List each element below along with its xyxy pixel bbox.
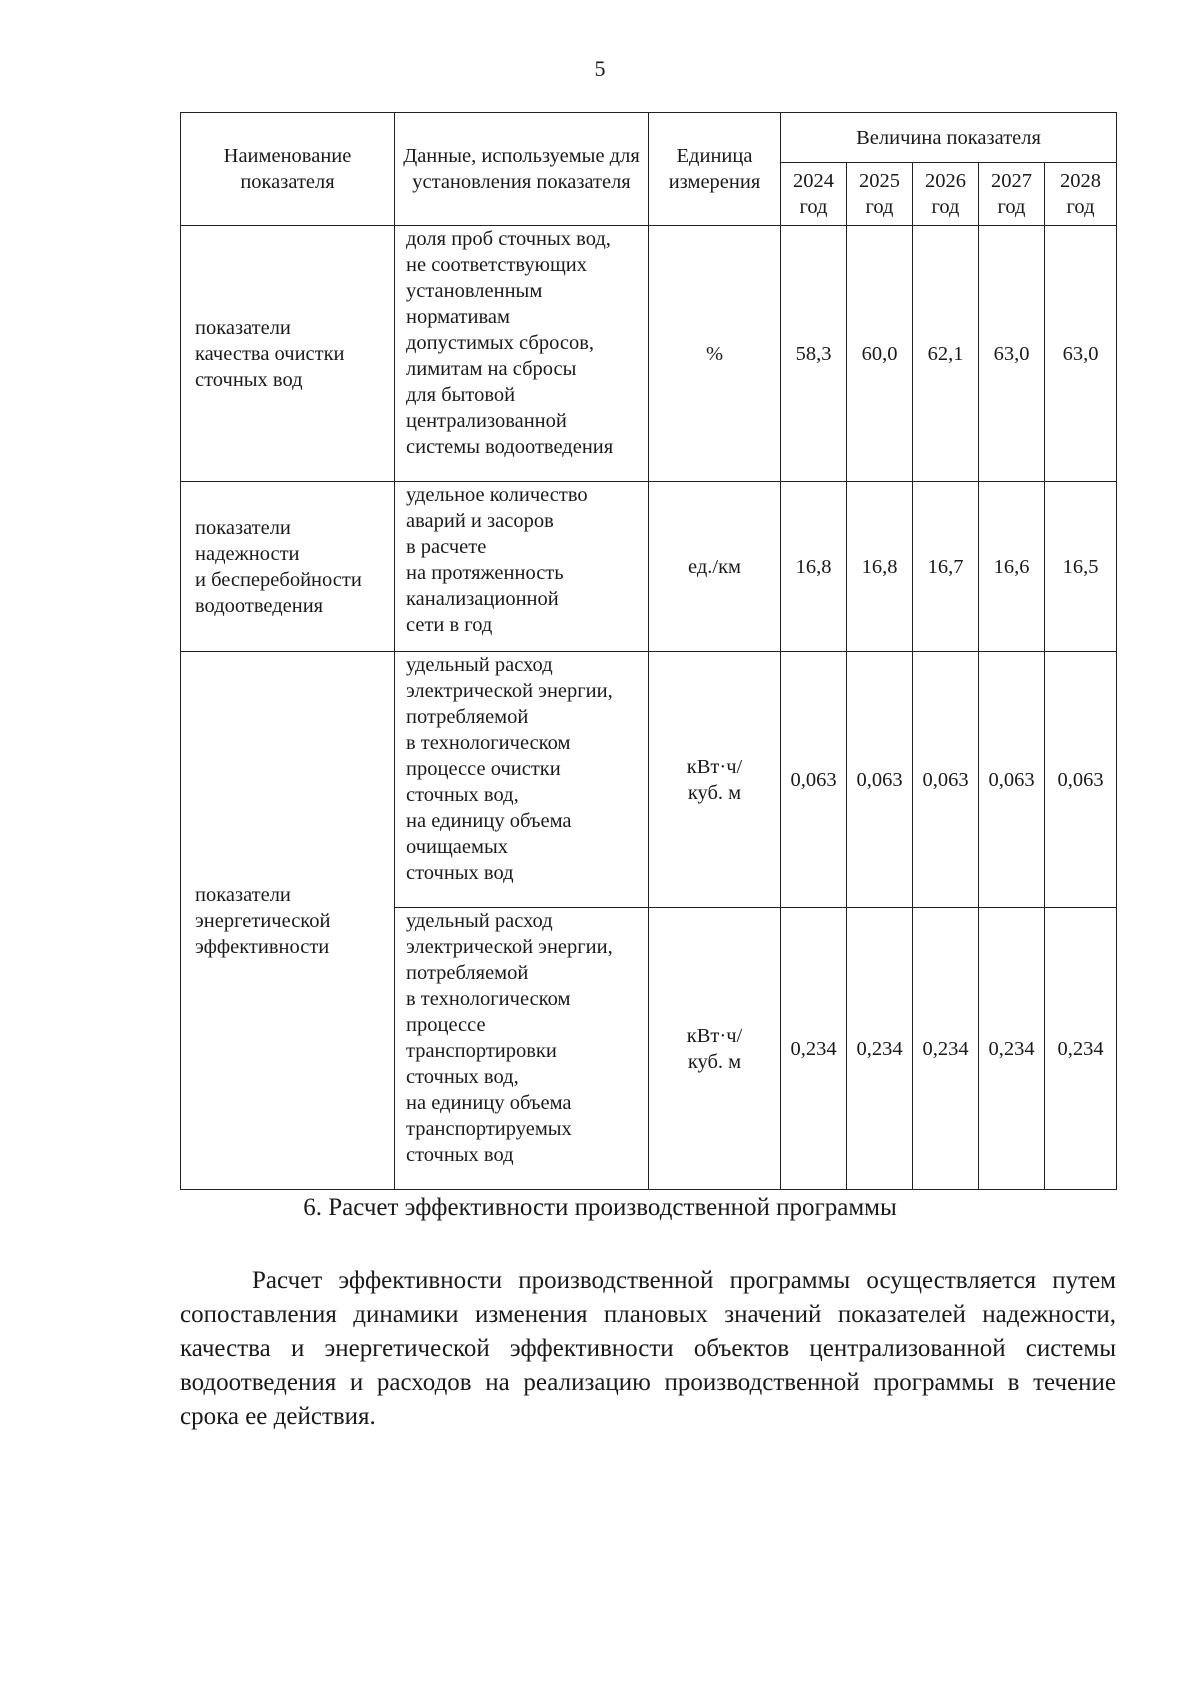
indicator-name-line: показатели	[195, 316, 291, 339]
data-description-line: потребляемой	[406, 962, 529, 984]
value-cell: 58,3	[781, 226, 847, 482]
data-description-line: электрической энергии,	[406, 936, 613, 958]
data-description-line: в технологическом	[406, 732, 571, 754]
header-indicator-name: Наименование показателя	[181, 113, 395, 226]
value-cell: 16,7	[913, 482, 979, 652]
data-description-line: транспортировки	[406, 1040, 557, 1062]
value-cell: 0,234	[781, 908, 847, 1190]
data-description-line: сточных вод,	[406, 784, 519, 806]
table-row	[181, 652, 1117, 908]
year-unit-label: год	[799, 196, 828, 218]
year-unit-label: год	[865, 196, 894, 218]
data-description-line: удельный расход	[406, 654, 553, 676]
year-unit-label: год	[931, 196, 960, 218]
value-cell: 16,5	[1045, 482, 1117, 652]
value-cell: 0,063	[781, 652, 847, 908]
unit-cell	[649, 652, 781, 908]
data-description-line: на единицу объема	[406, 810, 572, 832]
indicator-name-line: водоотведения	[195, 594, 324, 617]
indicator-name-line: качества очистки	[195, 342, 345, 365]
value-cell: 0,063	[847, 652, 913, 908]
header-value-group: Величина показателя	[781, 113, 1117, 163]
header-year	[847, 163, 913, 226]
data-description-line: удельное количество	[406, 484, 588, 506]
data-description-line: аварий и засоров	[406, 510, 554, 532]
data-description-cell	[395, 652, 649, 908]
data-description-line: в расчете	[406, 536, 487, 558]
data-description-line: сточных вод,	[406, 1066, 519, 1088]
indicator-name-line: сточных вод	[195, 368, 303, 391]
header-year	[1045, 163, 1117, 226]
indicator-name-line: энергетической	[195, 909, 331, 932]
unit-line: кВт·ч/	[686, 1024, 743, 1047]
value-cell: 60,0	[847, 226, 913, 482]
data-description-line: очищаемых	[406, 836, 508, 858]
year-unit-label: год	[1066, 196, 1095, 218]
data-description-line: процессе очистки	[406, 758, 561, 780]
year-label: 2026	[925, 170, 966, 192]
table-row	[181, 482, 1117, 652]
data-description-line: централизованной	[406, 410, 567, 432]
data-description-line: системы водоотведения	[406, 436, 614, 458]
indicators-table	[180, 112, 1117, 1190]
data-description-line: сточных вод	[406, 862, 514, 884]
indicator-name-line: надежности	[195, 542, 300, 565]
header-data-used: Данные, используемые для установления показателя	[395, 113, 649, 226]
page-number: 5	[594, 56, 606, 81]
data-description-line: доля проб сточных вод,	[406, 228, 611, 250]
value-cell: 63,0	[1045, 226, 1117, 482]
unit-cell	[649, 482, 781, 652]
value-cell: 0,063	[979, 652, 1045, 908]
data-description-line: потребляемой	[406, 706, 529, 728]
data-description-line: не соответствующих	[406, 254, 587, 276]
data-description-line: удельный расход	[406, 910, 553, 932]
indicator-name-line: эффективности	[195, 935, 330, 958]
value-cell: 0,234	[1045, 908, 1117, 1190]
unit-line: куб. м	[687, 781, 742, 804]
table-row	[181, 226, 1117, 482]
value-cell: 62,1	[913, 226, 979, 482]
year-label: 2024	[793, 170, 834, 192]
indicator-name-line: и бесперебойности	[195, 568, 362, 591]
year-label: 2028	[1060, 170, 1102, 192]
indicator-name-line: показатели	[195, 516, 291, 539]
section-title: 6. Расчет эффективности производственной программы	[303, 1194, 897, 1221]
value-cell: 0,234	[979, 908, 1045, 1190]
value-cell: 16,6	[979, 482, 1045, 652]
data-description-line: сети в год	[406, 614, 493, 636]
unit-line: куб. м	[687, 1050, 742, 1073]
data-description-line: транспортируемых	[406, 1118, 572, 1140]
data-description-line: канализационной	[406, 588, 559, 610]
body-paragraph	[180, 1264, 1116, 1434]
unit-cell	[649, 908, 781, 1190]
data-description-line: на единицу объема	[406, 1092, 572, 1114]
indicator-name-cell	[181, 652, 395, 1190]
data-description-line: сточных вод	[406, 1144, 514, 1166]
data-description-line: процессе	[406, 1014, 486, 1036]
header-year	[913, 163, 979, 226]
data-description-cell	[395, 482, 649, 652]
data-description-line: на протяженность	[406, 562, 564, 584]
data-description-cell	[395, 226, 649, 482]
unit-line: кВт·ч/	[686, 755, 743, 778]
data-description-line: установленным	[406, 280, 543, 302]
data-description-line: лимитам на сбросы	[406, 358, 577, 380]
indicator-name-cell	[181, 226, 395, 482]
data-description-line: нормативам	[406, 306, 510, 328]
indicator-name-cell	[181, 482, 395, 652]
unit-line: ед./км	[687, 555, 741, 578]
value-cell: 16,8	[847, 482, 913, 652]
data-description-line: в технологическом	[406, 988, 571, 1010]
value-cell: 0,063	[1045, 652, 1117, 908]
year-label: 2027	[991, 170, 1032, 192]
unit-cell	[649, 226, 781, 482]
header-year	[781, 163, 847, 226]
year-label: 2025	[859, 170, 900, 192]
value-cell: 0,234	[913, 908, 979, 1190]
unit-line: %	[705, 342, 724, 365]
data-description-cell	[395, 908, 649, 1190]
data-description-line: для бытовой	[406, 384, 516, 406]
value-cell: 0,234	[847, 908, 913, 1190]
data-description-line: электрической энергии,	[406, 680, 613, 702]
year-unit-label: год	[997, 196, 1026, 218]
header-unit: Единица измерения	[649, 113, 781, 226]
indicator-name-line: показатели	[195, 883, 291, 906]
table-body	[181, 226, 1117, 1190]
value-cell: 0,063	[913, 652, 979, 908]
value-cell: 16,8	[781, 482, 847, 652]
data-description-line: допустимых сбросов,	[406, 332, 594, 354]
header-year	[979, 163, 1045, 226]
value-cell: 63,0	[979, 226, 1045, 482]
body-paragraph-text: Расчет эффективности производственной программы осуществляется путем сопоставления динамики изменения плановых значений показателей надежности, качества и энергетической эффективности объектов централизованной системы водоотведения и расходов на реализацию производственной программы в течение срока ее действия.	[180, 1267, 1116, 1430]
